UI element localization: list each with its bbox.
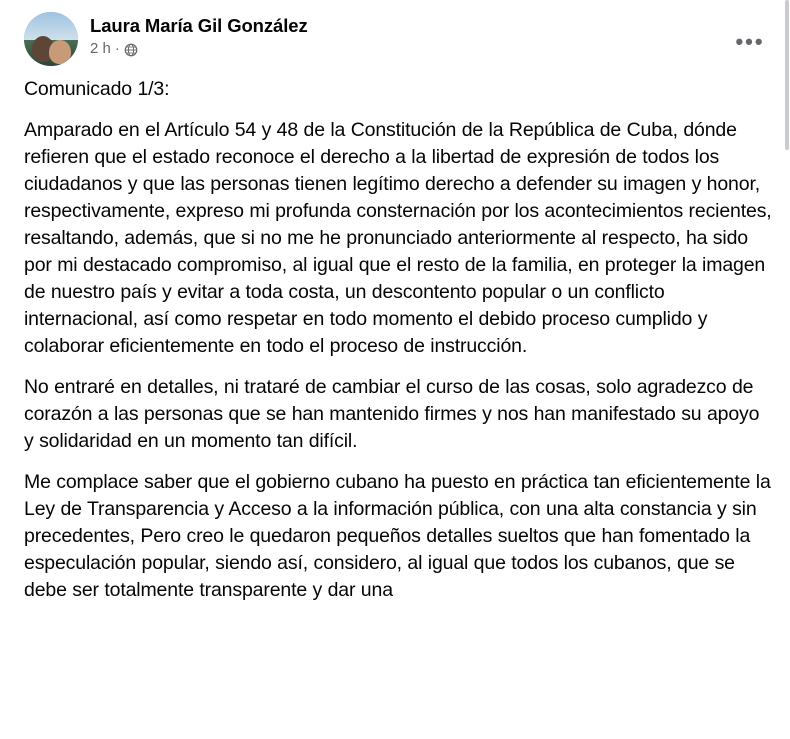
post-paragraph: Amparado en el Artículo 54 y 48 de la Constitución de la República de Cuba, dónde refieren que el estado reconoce el derecho a la libertad de expresión de todos los ciudadanos y que las personas tienen legítimo derecho a defender su imagen y honor, respectivamente, expreso mi profunda consternación por los acontecimientos recientes, resaltando, además, que si no me he pronunciado anteriormente al respecto, ha sido por mi destacado compromiso, al igual que el resto de la familia, en proteger la imagen de nuestro país y evitar a toda costa, un descontento popular o un conflicto internacional, así como respetar en todo momento el debido proceso cumplido y colaborar eficientemente en todo el proceso de instrucción. <box>24 119 772 357</box>
timestamp[interactable]: 2 h <box>90 40 111 57</box>
post-paragraph: Me complace saber que el gobierno cubano ha puesto en práctica tan eficientemente la Ley de Transparencia y Acceso a la información pública, con una alta constancia y sin precedentes, Pero creo le quedaron pequeños detalles sueltos que han fomentado la especulación popular, siendo así, considero, al igual que todos los cubanos, que se debe ser totalmente transparente y dar una <box>24 471 771 601</box>
post-paragraph: No entraré en detalles, ni trataré de cambiar el curso de las cosas, solo agradezco de corazón a las personas que se han mantenido firmes y nos han manifestado su apoyo y solidaridad en un momento tan difícil. <box>24 376 760 452</box>
avatar[interactable] <box>24 12 78 66</box>
post-header <box>16 10 774 72</box>
globe-icon[interactable] <box>124 43 138 57</box>
scrollbar-thumb[interactable] <box>785 0 789 150</box>
avatar-person-right <box>49 40 71 64</box>
post-options-button[interactable] <box>732 24 768 60</box>
post-header-text <box>90 12 308 58</box>
ellipsis-icon: ••• <box>735 29 765 54</box>
meta-separator: · <box>114 40 120 57</box>
avatar-background-sky <box>24 12 78 40</box>
post-meta <box>90 40 308 58</box>
author-name[interactable]: Laura María Gil González <box>90 15 308 36</box>
post-paragraph: Comunicado 1/3: <box>24 78 170 100</box>
post-body <box>16 72 774 604</box>
scrollbar-track[interactable] <box>784 0 790 739</box>
